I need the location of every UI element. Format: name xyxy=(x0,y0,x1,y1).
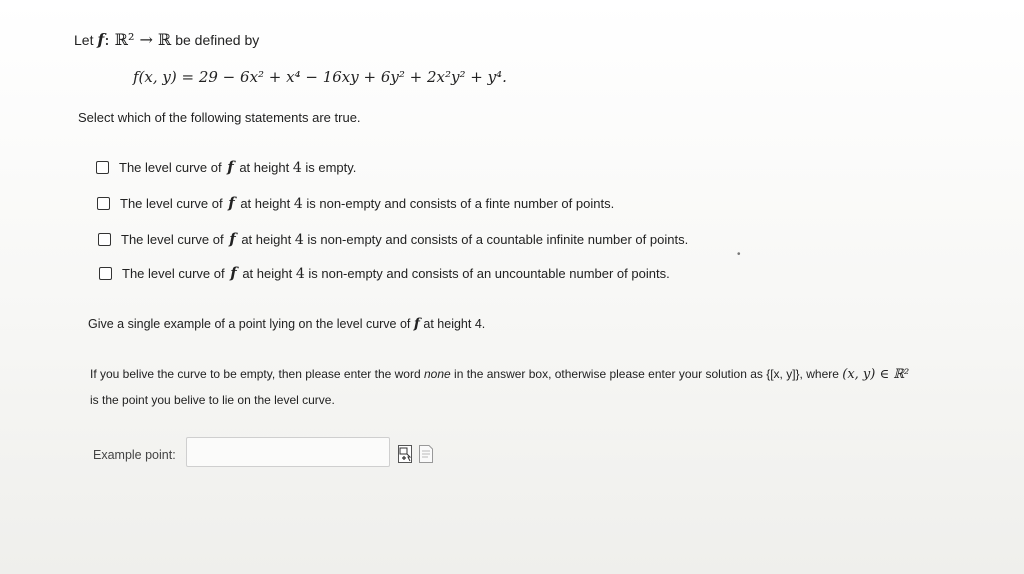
option-label: The level curve of f at height 4 is empty. xyxy=(119,158,357,176)
option-checkbox[interactable] xyxy=(97,197,110,210)
option-checkbox[interactable] xyxy=(96,161,109,174)
option-checkbox[interactable] xyxy=(98,233,111,246)
option-countable-infinite[interactable] xyxy=(98,230,688,248)
function-formula: f(x, y) = 29 − 6x² + x⁴ − 16xy + 6y² + 2x²y² + y⁴. xyxy=(133,68,507,86)
option-label: The level curve of f at height 4 is non-empty and consists of a finte number of points. xyxy=(120,194,615,212)
example-point-label: Example point: xyxy=(93,448,176,462)
option-label: The level curve of f at height 4 is non-empty and consists of an uncountable number of points. xyxy=(122,264,670,282)
answer-instructions: If you belive the curve to be empty, then please enter the word none in the answer box, otherwise please enter your solution as {[x, y]}, where (x, y) ∈ ℝ² xyxy=(90,367,910,382)
example-point-input[interactable] xyxy=(186,437,390,467)
option-uncountable[interactable] xyxy=(99,264,670,282)
option-finite[interactable] xyxy=(97,194,614,212)
preview-document-icon[interactable] xyxy=(419,445,433,463)
option-label: The level curve of f at height 4 is non-empty and consists of a countable infinite number of points. xyxy=(121,230,689,248)
option-checkbox[interactable] xyxy=(99,267,112,280)
problem-intro xyxy=(74,30,259,49)
option-empty[interactable] xyxy=(96,158,356,176)
intro-function-symbol: f xyxy=(97,30,105,49)
example-question: Give a single example of a point lying on the level curve of f at height 4. xyxy=(88,316,486,332)
intro-let: Let xyxy=(74,32,94,48)
intro-defined-by: be defined by xyxy=(175,32,260,48)
select-prompt: Select which of the following statements are true. xyxy=(78,110,361,125)
equation-editor-icon[interactable] xyxy=(398,445,412,463)
stray-dot: • xyxy=(737,249,741,260)
answer-instructions-line2: is the point you belive to lie on the level curve. xyxy=(90,393,335,407)
intro-mapping: : ℝ² → ℝ xyxy=(104,30,172,49)
